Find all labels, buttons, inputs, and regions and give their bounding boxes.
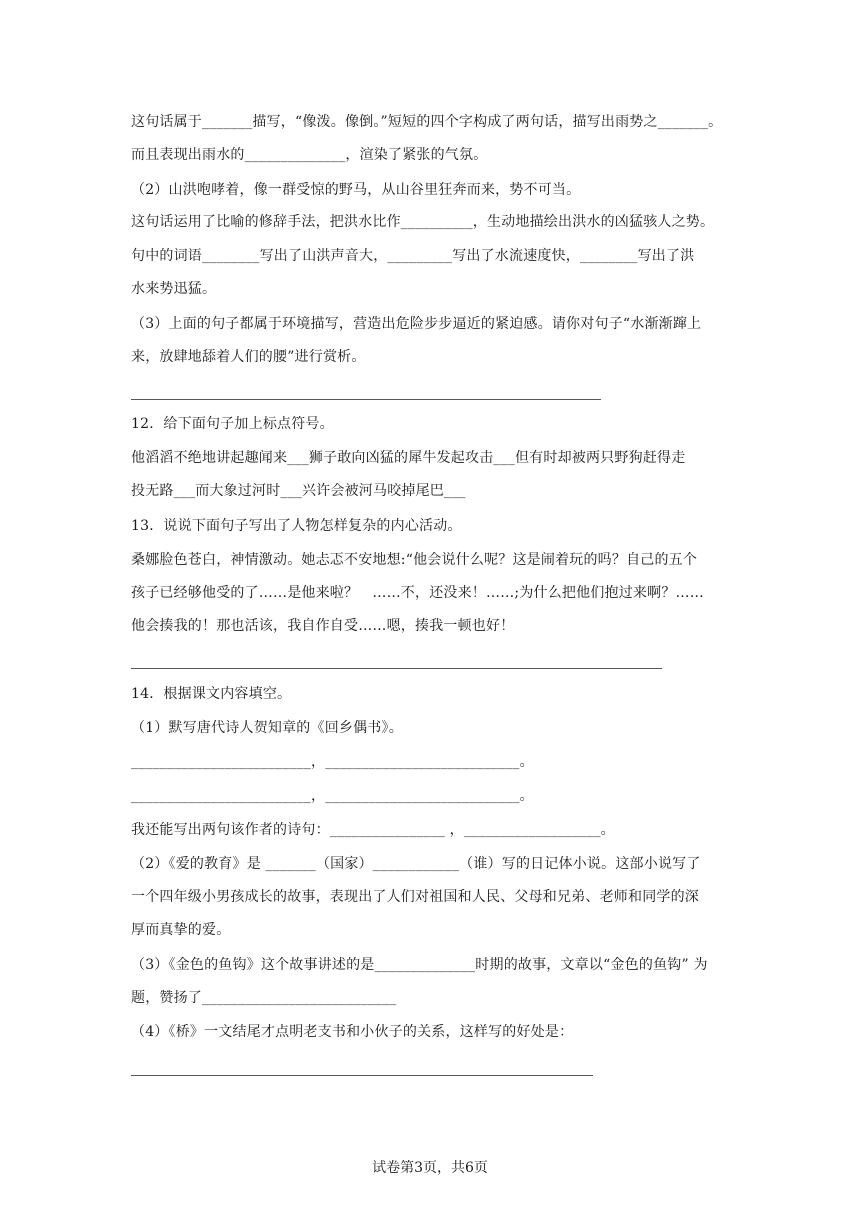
text-line-5: 句中的词语________写出了山洪声音大，_________写出了水流速度快，________写出了洪 bbox=[131, 248, 695, 264]
question-14-part-3: （3）《金色的鱼钩》这个故事讲述的是______________时期的故事，文章以“金色的鱼钩” 为 bbox=[131, 957, 708, 973]
question-12-title: 12．给下面句子加上标点符号。 bbox=[131, 416, 334, 432]
question-14-title: 14．根据课文内容填空。 bbox=[131, 686, 292, 702]
text-line-15: 他会揍我的！那也活该，我自作自受……嗯，揍我一顿也好！ bbox=[131, 618, 515, 634]
question-11-part-2: （2）山洪咆哮着，像一群受惊的野马，从山谷里狂奔而来，势不可当。 bbox=[131, 182, 581, 198]
text-line-20: 我还能写出两句该作者的诗句：________________ ，___________________。 bbox=[131, 822, 615, 838]
text-line-8: 来，放肆地舔着人们的腰”进行赏析。 bbox=[131, 349, 366, 365]
text-line-22: 一个四年级小男孩成长的故事，表现出了人们对祖国和人民、父母和兄弟、老师和同学的深 bbox=[131, 889, 699, 905]
question-11-part-3: （3）上面的句子都属于环境描写，营造出危险步步逼近的紧迫感。请你对句子“水渐渐蹿上 bbox=[131, 316, 702, 332]
text-line-25: 题，赞扬了___________________________ bbox=[131, 990, 397, 1006]
text-line-10: 他滔滔不绝地讲起趣闻来___狮子敢向凶猛的犀牛发起攻击___但有时却被两只野狗赶得走 bbox=[131, 450, 686, 466]
text-line-13: 桑娜脸色苍白，神情激动。她忐忑不安地想:“他会说什么呢？这是闹着玩的吗？自己的五个 bbox=[131, 552, 698, 568]
text-line-11: 投无路___而大象过河时___兴许会被河马咬掉尾巴___ bbox=[131, 483, 466, 499]
text-line-23: 厚而真挚的爱。 bbox=[131, 922, 231, 938]
text-line-6: 水来势迅猛。 bbox=[131, 281, 217, 297]
answer-line-14-4[interactable] bbox=[131, 1075, 593, 1076]
question-14-part-2: （2）《爱的教育》是 _______（国家）____________（谁）写的日记体小说。这部小说写了 bbox=[131, 856, 701, 872]
poem-blank-line-2[interactable]: _________________________，___________________________。 bbox=[131, 788, 534, 804]
page-footer: 试卷第3页，共6页 bbox=[372, 1160, 488, 1176]
text-line-2: 而且表现出雨水的______________，渲染了紧张的气氛。 bbox=[131, 147, 488, 163]
question-14-part-1: （1）默写唐代诗人贺知章的《回乡偶书》。 bbox=[131, 720, 403, 736]
text-line-14: 孩子已经够他受的了……是他来啦？ ……不，还没来！……;为什么把他们抱过来啊？…… bbox=[131, 585, 704, 601]
question-13-title: 13．说说下面句子写出了人物怎样复杂的内心活动。 bbox=[131, 518, 462, 534]
question-14-part-4: （4）《桥》一文结尾才点明老支书和小伙子的关系，这样写的好处是： bbox=[131, 1024, 574, 1040]
answer-line-13[interactable] bbox=[131, 668, 662, 669]
answer-line-11-3[interactable] bbox=[131, 399, 601, 400]
poem-blank-line-1[interactable]: _________________________，___________________________。 bbox=[131, 754, 534, 770]
text-line-4: 这句话运用了比喻的修辞手法，把洪水比作__________，生动地描绘出洪水的凶猛骇人之势。 bbox=[131, 214, 715, 230]
text-line-1: 这句话属于_______描写，“像泼。像倒。”短短的四个字构成了两句话，描写出雨势之_______。 bbox=[131, 114, 723, 130]
